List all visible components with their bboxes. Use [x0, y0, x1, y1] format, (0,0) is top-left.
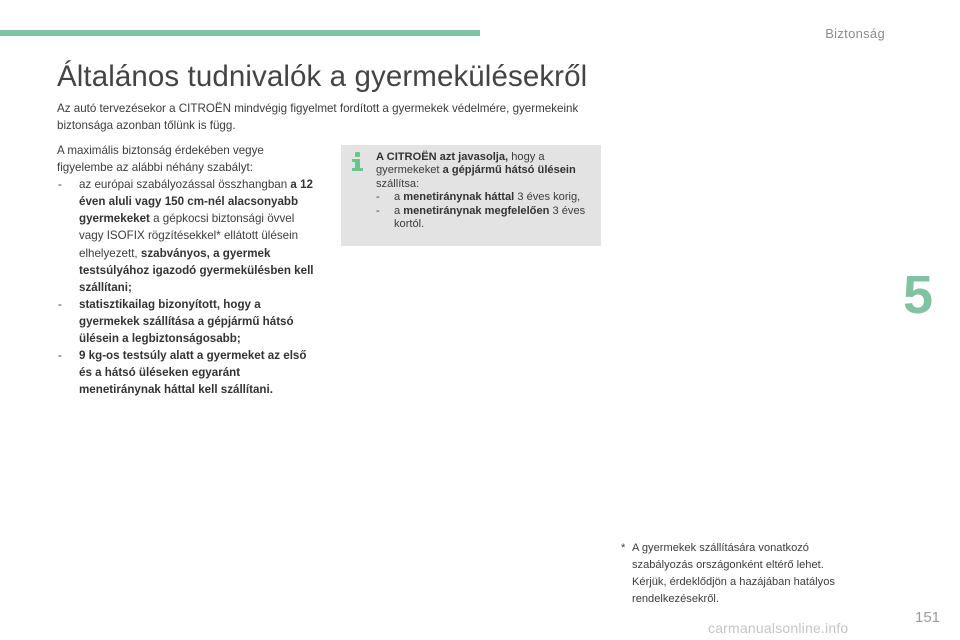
info-icon [350, 152, 364, 172]
list-dash: - [376, 204, 380, 217]
info-item-1 [376, 191, 591, 204]
info-box [341, 145, 601, 246]
info-item-2-a: a [394, 204, 401, 217]
info-item-2 [376, 205, 591, 232]
info-item-1-c: 3 éves korig, [517, 191, 581, 204]
page-number: 151 [915, 609, 941, 626]
header-accent-bar [0, 30, 480, 36]
info-item-2-b: menetiránynak megfelelően [403, 204, 550, 217]
rule-3-text: 9 kg-os testsúly alatt a gyermeket az első és a hátsó üléseken egyaránt menetiránynak háttal kell szállítani. [79, 349, 307, 397]
watermark-link[interactable]: carmanualsonline.info [708, 620, 849, 636]
rule-item-3 [57, 347, 319, 398]
info-text-c: a gépjármű hátsó ülésein [442, 164, 576, 177]
intro-paragraph: Az autó tervezésekor a CITROËN mindvégig figyelmet fordított a gyermekek védelmére, gyermekeink biztonsága azonban tőlünk is függ. [57, 102, 579, 132]
chapter-number: 5 [903, 265, 934, 325]
list-dash: - [58, 297, 62, 311]
rule-item-2 [57, 296, 319, 347]
rule-item-1 [57, 176, 319, 296]
info-text-a: A CITROËN azt javasolja, [376, 151, 509, 163]
page-title: Általános tudnivalók a gyermekülésekről [57, 60, 588, 93]
rule-2-text: statisztikailag bizonyított, hogy a gyermekek szállítása a gépjármű hátsó ülésein a legbiztonságosabb; [79, 297, 294, 346]
rules-column [57, 142, 319, 398]
rule-1-text-c: a gépkocsi biztonsági övvel vagy ISOFIX rögzítésekkel* ellátott ülésein elhelyezett, [79, 212, 299, 260]
info-paragraph [376, 151, 591, 191]
info-text-b: hogy a gyermekeket [376, 151, 545, 177]
info-item-1-a: a [394, 191, 401, 204]
footnote [621, 540, 861, 608]
info-item-1-b: menetiránynak háttal [403, 191, 515, 204]
footnote-marker: * [621, 542, 626, 554]
rule-1-text-b: a 12 éven aluli vagy 150 cm-nél alacsonyabb gyermekeket [79, 178, 313, 226]
section-name: Biztonság [825, 26, 885, 41]
info-item-2-c: 3 éves kortól. [394, 204, 586, 231]
info-text-d: szállítsa: [376, 177, 420, 190]
rule-1-text-a: az európai szabályozással összhangban [79, 178, 288, 192]
rules-lead: A maximális biztonság érdekében vegye figyelembe az alábbi néhány szabályt: [57, 144, 264, 175]
list-dash: - [58, 178, 62, 192]
list-dash: - [376, 191, 380, 204]
rule-1-text-d: szabványos, a gyermek testsúlyához igazodó gyermekülésben kell szállítani; [79, 246, 314, 294]
list-dash: - [58, 349, 62, 363]
footnote-text: A gyermekek szállítására vonatkozó szabályozás országonként eltérő lehet. Kérjük, érdeklődjön a hazájában hatályos rendelkezésekről. [632, 542, 835, 605]
